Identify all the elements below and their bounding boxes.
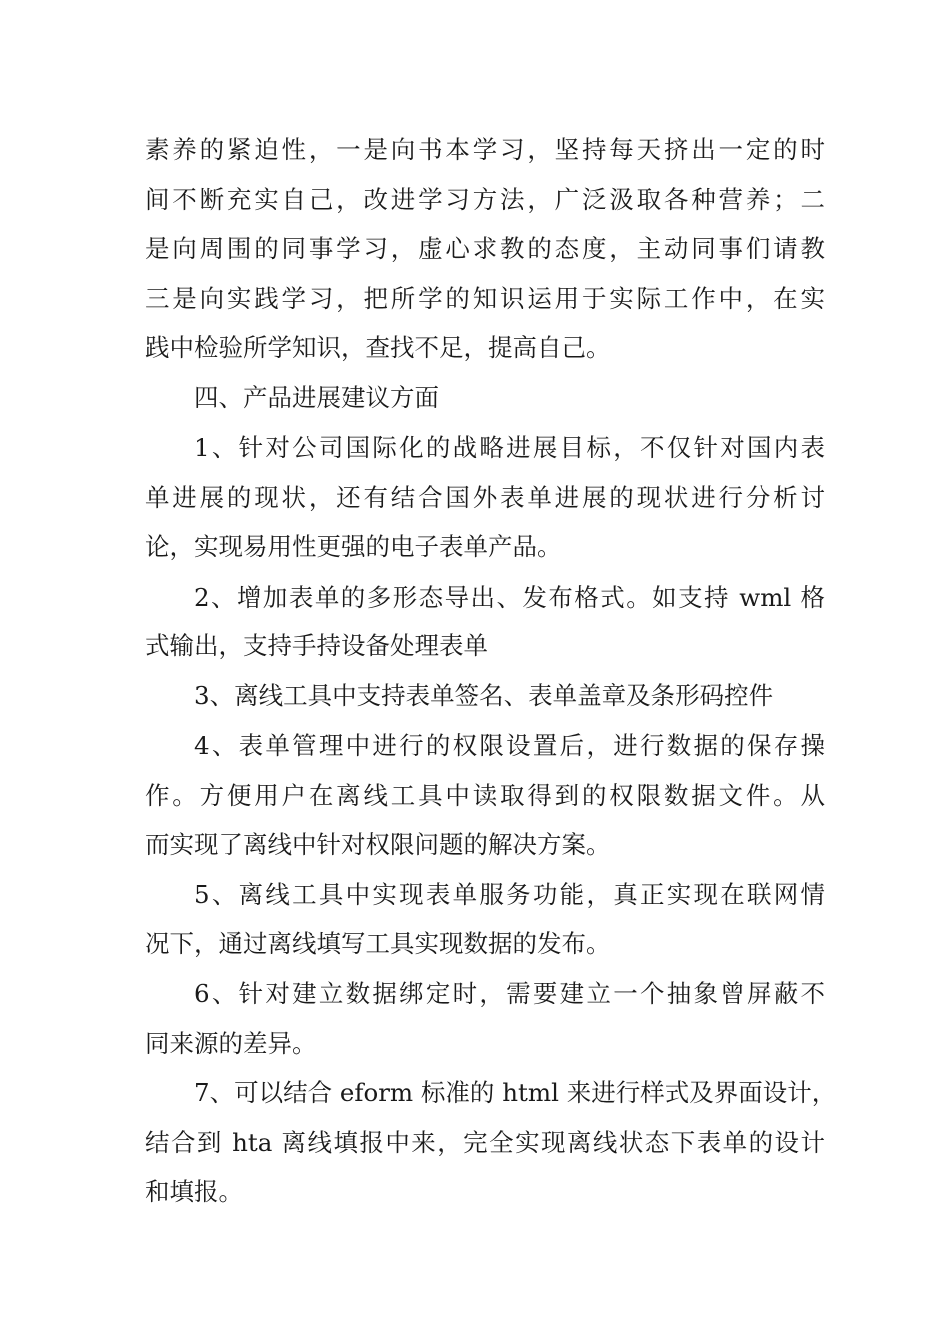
text-line: 是向周围的同事学习，虚心求教的态度，主动同事们请教	[145, 234, 825, 263]
text-line: 作。方便用户在离线工具中读取得到的权限数据文件。从	[145, 781, 825, 810]
text-line: 三是向实践学习，把所学的知识运用于实际工作中，在实	[145, 284, 825, 313]
text-line: 和填报。	[145, 1177, 243, 1206]
text-line: 践中检验所学知识，查找不足，提高自己。	[145, 333, 611, 362]
text-line: 间不断充实自己，改进学习方法，广泛汲取各种营养；二	[145, 185, 825, 214]
text-line: 素养的紧迫性，一是向书本学习，坚持每天挤出一定的时	[145, 135, 825, 164]
text-line: 6、针对建立数据绑定时，需要建立一个抽象曾屏蔽不	[194, 979, 825, 1008]
text-line: 况下，通过离线填写工具实现数据的发布。	[145, 929, 611, 958]
text-line: 1、针对公司国际化的战略进展目标，不仅针对国内表	[194, 433, 825, 462]
text-line: 论，实现易用性更强的电子表单产品。	[145, 532, 562, 561]
section-heading: 四、产品进展建议方面	[194, 383, 439, 412]
text-line: 式输出，支持手持设备处理表单	[145, 631, 488, 660]
text-line: 2、增加表单的多形态导出、发布格式。如支持 wml 格	[194, 583, 825, 612]
text-line: 结合到 hta 离线填报中来，完全实现离线状态下表单的设计	[145, 1128, 825, 1157]
text-line: 5、离线工具中实现表单服务功能，真正实现在联网情	[194, 880, 825, 909]
text-line: 4、表单管理中进行的权限设置后，进行数据的保存操	[194, 731, 825, 760]
text-line: 3、离线工具中支持表单签名、表单盖章及条形码控件	[194, 681, 774, 710]
text-line: 单进展的现状，还有结合国外表单进展的现状进行分析讨	[145, 483, 825, 512]
text-line: 7、可以结合 eform 标准的 html 来进行样式及界面设计，	[194, 1078, 837, 1107]
text-line: 同来源的差异。	[145, 1029, 317, 1058]
text-line: 而实现了离线中针对权限问题的解决方案。	[145, 830, 611, 859]
